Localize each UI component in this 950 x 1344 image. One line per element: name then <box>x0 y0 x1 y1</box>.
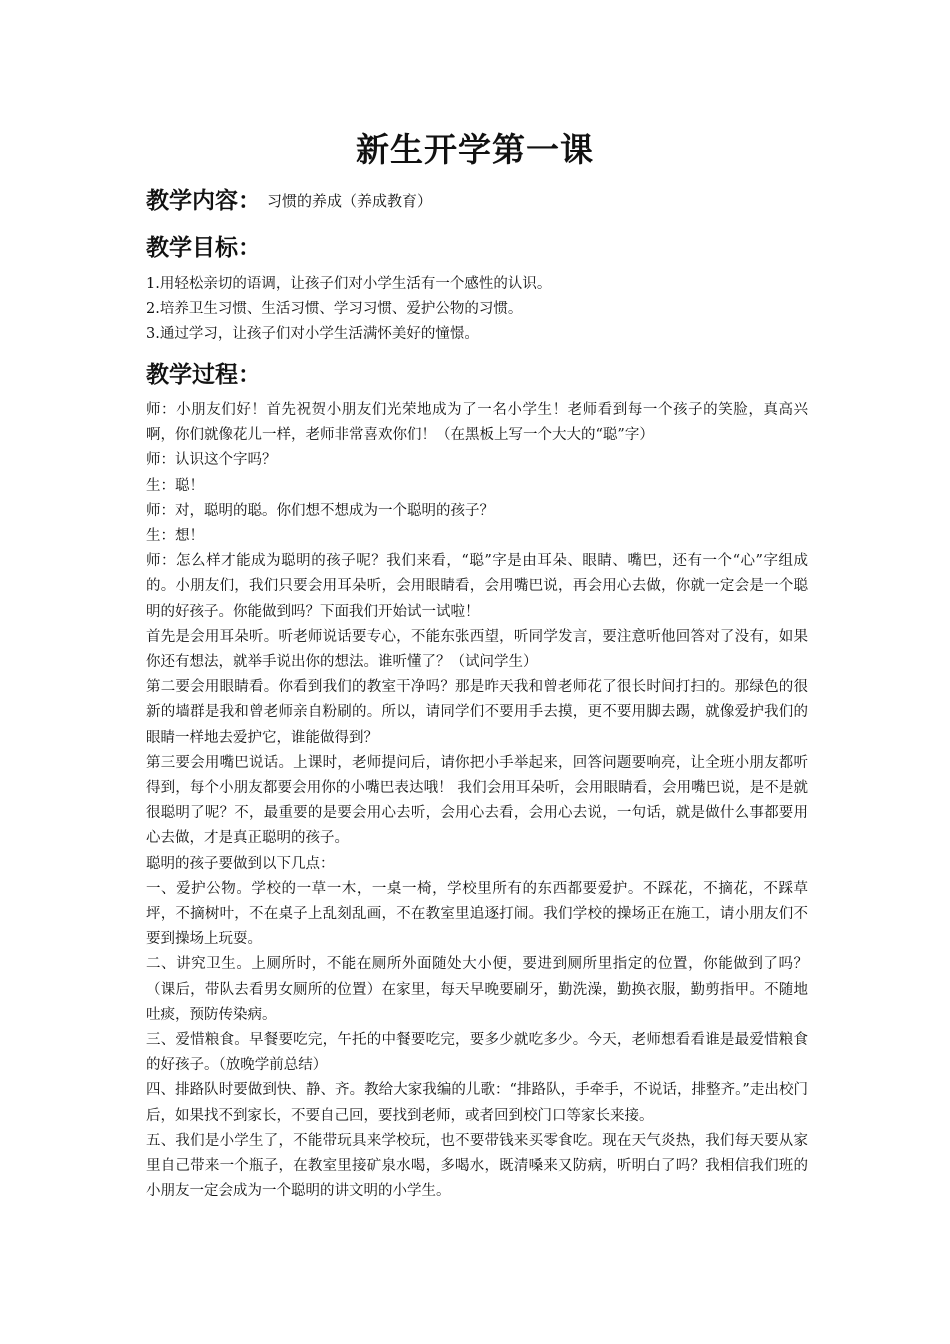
goals-list <box>146 272 806 347</box>
document-title: 新生开学第一课 <box>356 130 594 169</box>
process-body <box>146 398 808 1205</box>
paragraph: 师：认识这个字吗？ <box>146 452 277 469</box>
paragraph: 生：聪！ <box>146 477 204 494</box>
paragraph: 师：小朋友们好！首先祝贺小朋友们光荣地成为了一名小学生！老师看到每一个孩子的笑脸，真高兴啊，你们就像花儿一样，老师非常喜欢你们！（在黑板上写一个大大的“聪”字） <box>146 402 808 444</box>
process-heading: 教学过程： <box>146 361 261 388</box>
paragraph: 师：怎么样才能成为聪明的孩子呢？我们来看，“聪”字是由耳朵、眼睛、嘴巴，还有一个“心”字组成的。小朋友们，我们只要会用耳朵听，会用眼睛看，会用嘴巴说，再会用心去做，你就一定会是一个聪明的好孩子。你能做到吗？下面我们开始试一试啦！ <box>146 553 808 620</box>
content-value: 习惯的养成（养成教育） <box>267 192 433 210</box>
paragraph: 五、我们是小学生了，不能带玩具来学校玩，也不要带钱来买零食吃。现在天气炎热，我们每天要从家里自己带来一个瓶子，在教室里接矿泉水喝，多喝水，既清嗓来又防病，听明白了吗？我相信我们班的小朋友一定会成为一个聪明的讲文明的小学生。 <box>146 1132 808 1200</box>
content-label: 教学内容： <box>146 187 261 214</box>
paragraph: 第三要会用嘴巴说话。上课时，老师提问后，请你把小手举起来，回答问题要响亮，让全班小朋友都听得到，每个小朋友都要会用你的小嘴巴表达哦！ 我们会用耳朵听，会用眼睛看，会用嘴巴说，是不是就很聪明了呢？不，最重要的是要会用心去听，会用心去看，会用心去说，一句话，就是做什么事都要用心去做，才是真正聪明的孩子。 <box>146 754 808 847</box>
goal-item: 3.通过学习，让孩子们对小学生活满怀美好的憧憬。 <box>146 326 479 342</box>
content-heading <box>146 186 432 216</box>
goal-item: 1.用轻松亲切的语调，让孩子们对小学生活有一个感性的认识。 <box>146 276 552 292</box>
paragraph: 四、排路队时要做到快、静、齐。教给大家我编的儿歌：“排路队，手牵手，不说话，排整齐。”走出校门后，如果找不到家长，不要自己回，要找到老师，或者回到校门口等家长来接。 <box>146 1082 808 1124</box>
paragraph: 聪明的孩子要做到以下几点： <box>146 855 335 872</box>
paragraph: 第二要会用眼睛看。你看到我们的教室干净吗？那是昨天我和曾老师花了很长时间打扫的。那绿色的很新的墙群是我和曾老师亲自粉刷的。所以，请同学们不要用手去摸，更不要用脚去踢，就像爱护我们的眼睛一样地去爱护它，谁能做得到？ <box>146 679 808 746</box>
paragraph: 生：想！ <box>146 528 204 545</box>
paragraph: 二、讲究卫生。上厕所时，不能在厕所外面随处大小便，要进到厕所里指定的位置，你能做到了吗？（课后，带队去看男女厕所的位置）在家里，每天早晚要刷牙，勤洗澡，勤换衣服，勤剪指甲。不随地吐痰，预防传染病。 <box>146 956 808 1023</box>
paragraph: 三、爱惜粮食。早餐要吃完，午托的中餐要吃完，要多少就吃多少。今天，老师想看看谁是最爱惜粮食的好孩子。（放晚学前总结） <box>146 1032 808 1074</box>
goal-item: 2.培养卫生习惯、生活习惯、学习习惯、爱护公物的习惯。 <box>146 301 523 317</box>
paragraph: 一、爱护公物。学校的一草一木，一桌一椅，学校里所有的东西都要爱护。不踩花，不摘花，不踩草坪，不摘树叶，不在桌子上乱刻乱画，不在教室里追逐打闹。我们学校的操场正在施工，请小朋友们不要到操场上玩耍。 <box>146 880 808 948</box>
goals-heading: 教学目标： <box>146 234 261 261</box>
paragraph: 首先是会用耳朵听。听老师说话要专心，不能东张西望，听同学发言，要注意听他回答对了没有，如果你还有想法，就举手说出你的想法。谁听懂了？（试问学生） <box>146 628 808 671</box>
paragraph: 师：对，聪明的聪。你们想不想成为一个聪明的孩子？ <box>146 502 494 519</box>
